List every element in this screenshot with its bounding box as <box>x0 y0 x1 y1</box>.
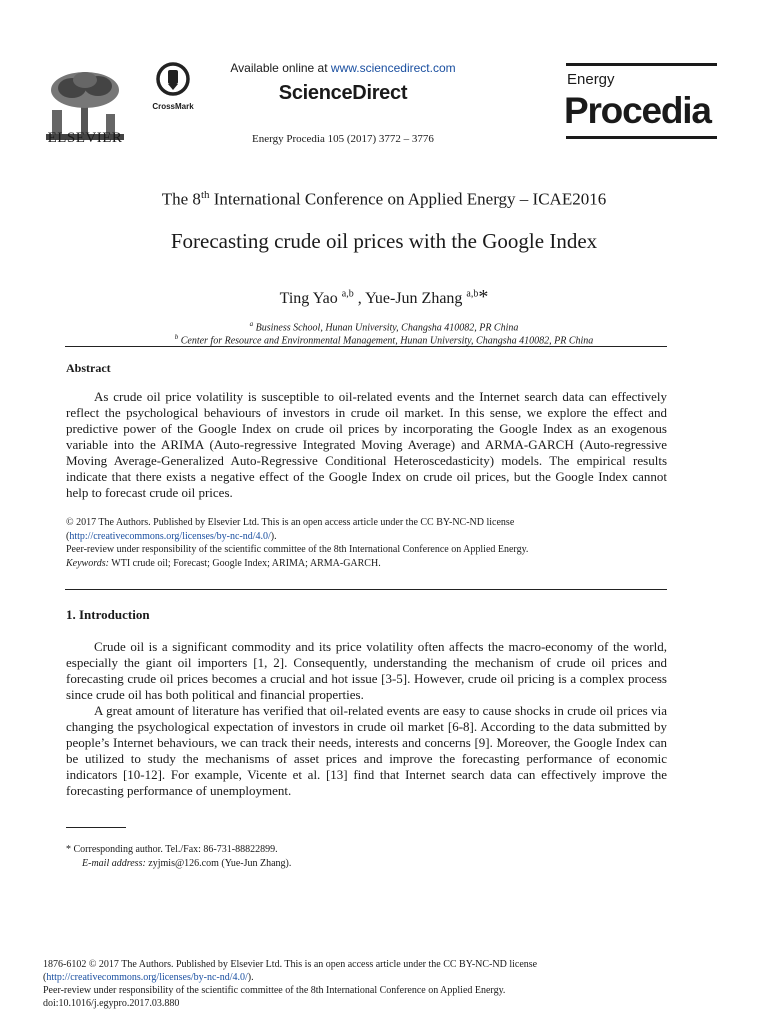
conference-ordinal: th <box>200 189 210 201</box>
section-heading: 1. Introduction <box>66 607 150 622</box>
journal-logo-large: Procedia <box>564 90 711 131</box>
introduction-body <box>66 639 667 799</box>
keywords-line <box>66 557 667 571</box>
peer-review-line: Peer-review under responsibility of the scientific committee of the 8th International Conference on Applied Energy. <box>66 544 529 555</box>
divider <box>65 589 667 590</box>
doi[interactable]: doi:10.1016/j.egypro.2017.03.880 <box>43 998 180 1009</box>
keywords-label: Keywords: <box>66 557 109 569</box>
paper-title: Forecasting crude oil prices with the Google Index <box>170 229 598 253</box>
paren-close: ). <box>270 530 277 542</box>
affiliation-mark: a <box>249 320 254 328</box>
paren-open: ( <box>66 530 70 542</box>
conference-prefix: The 8 <box>161 189 201 209</box>
issn-license-line: 1876-6102 © 2017 The Authors. Published by Elsevier Ltd. This is an open access article under the CC BY-NC-ND license <box>43 959 538 970</box>
email-label: E-mail address: <box>82 857 146 869</box>
introduction-paragraph: Crude oil is a significant commodity and its price volatility often affects the macro-economy of the world, especially the giant oil importers [1, 2]. Consequently, understanding the mechanism of crude oil prices and forecasting crude oil prices becomes a crucial and hot issue [3-5]. However, crude oil pricing is a complex process since crude oil has both political and financial properties. <box>66 639 667 702</box>
footnote-rule <box>66 827 126 828</box>
affiliation-a <box>50 320 718 333</box>
license-link[interactable]: http://creativecommons.org/licenses/by-nc-nd/4.0/ <box>46 972 248 983</box>
peer-review-line: Peer-review under responsibility of the scientific committee of the 8th International Conference on Applied Energy. <box>43 985 506 996</box>
sciencedirect-link[interactable]: www.sciencedirect.com <box>330 61 456 75</box>
email-line <box>66 857 667 871</box>
crossmark-label: CrossMark <box>152 102 194 111</box>
abstract-heading: Abstract <box>66 361 111 375</box>
author-affiliation-mark: a,b <box>341 288 354 300</box>
license-block <box>66 516 667 570</box>
abstract-body <box>66 389 667 501</box>
license-url-line <box>66 530 667 544</box>
journal-logo-bottom-rule <box>566 136 717 139</box>
journal-logo-small: Energy <box>567 71 615 88</box>
bottom-matter <box>43 958 683 1010</box>
affiliation-b <box>50 333 718 346</box>
abstract-paragraph: As crude oil price volatility is susceptible to oil-related events and the Internet search data can effectively reflect the psychological behaviours of investors in crude oil market. In this sense, we explore the effect and predictive power of the Google Index on crude oil prices by incorporating the Google Index as an exogenous variable into the ARIMA (Auto-regressive Integrated Moving Average) and ARMA-GARCH (Auto-regressive Moving Average-Generalized Auto-Regressive Conditional Heteroscedasticity) models. The empirical results indicate that there exists a negative effect of the Google Index on crude oil prices, but the Google Index cannot help to forecast crude oil prices. <box>66 389 667 500</box>
conference-line <box>50 189 718 210</box>
license-line: © 2017 The Authors. Published by Elsevier Ltd. This is an open access article under the CC BY-NC-ND license <box>66 517 515 528</box>
affiliation-mark: b <box>174 333 179 341</box>
introduction-paragraph: A great amount of literature has verified that oil-related events are easy to cause shocks in crude oil prices via changing the psychological expectation of investors in crude oil market [6-8]. According to the data submitted by people’s Internet behaviours, we can track their needs, interests and concerns [9]. Moreover, the Google Index can be utilized to study the mechanisms of asset prices and improve the forecasting performance of economic indicators [10-12]. For example, Vicente et al. [13] find that Internet search data can effectively improve the forecasting performance of unemployment. <box>66 703 667 798</box>
author-name: Yue-Jun Zhang <box>365 290 467 307</box>
sciencedirect-logo: ScienceDirect <box>278 82 408 104</box>
author-affiliation-mark: a,b <box>466 288 479 300</box>
publisher-name: ELSEVIER <box>47 130 123 146</box>
journal-reference: Energy Procedia 105 (2017) 3772 – 3776 <box>252 133 434 145</box>
affiliation-text: Business School, Hunan University, Changsha 410082, PR China <box>253 322 519 334</box>
conference-suffix: International Conference on Applied Energy – ICAE2016 <box>209 189 607 209</box>
availability-line <box>190 61 496 75</box>
license-link[interactable]: http://creativecommons.org/licenses/by-nc-nd/4.0/ <box>69 530 271 542</box>
email-address[interactable]: zyjmis@126.com (Yue-Jun Zhang). <box>145 857 292 869</box>
corresponding-author: * Corresponding author. Tel./Fax: 86-731-88822899. <box>66 844 278 855</box>
paren-close: ). <box>247 972 254 983</box>
crossmark-icon <box>156 62 190 96</box>
license-url-line <box>43 971 683 984</box>
affiliation-text: Center for Resource and Environmental Management, Hunan University, Changsha 410082, PR China <box>178 335 594 347</box>
author-separator: , <box>353 290 366 307</box>
footnote <box>66 843 667 870</box>
author-name: Ting Yao <box>279 290 342 307</box>
journal-logo-top-rule <box>566 63 717 66</box>
corresponding-star: * <box>478 286 489 308</box>
paren-open: ( <box>43 972 47 983</box>
availability-prefix: Available online at <box>230 61 331 75</box>
divider <box>65 346 667 347</box>
author-line <box>50 286 718 309</box>
keywords-text: WTI crude oil; Forecast; Google Index; ARIMA; ARMA-GARCH. <box>108 557 381 569</box>
